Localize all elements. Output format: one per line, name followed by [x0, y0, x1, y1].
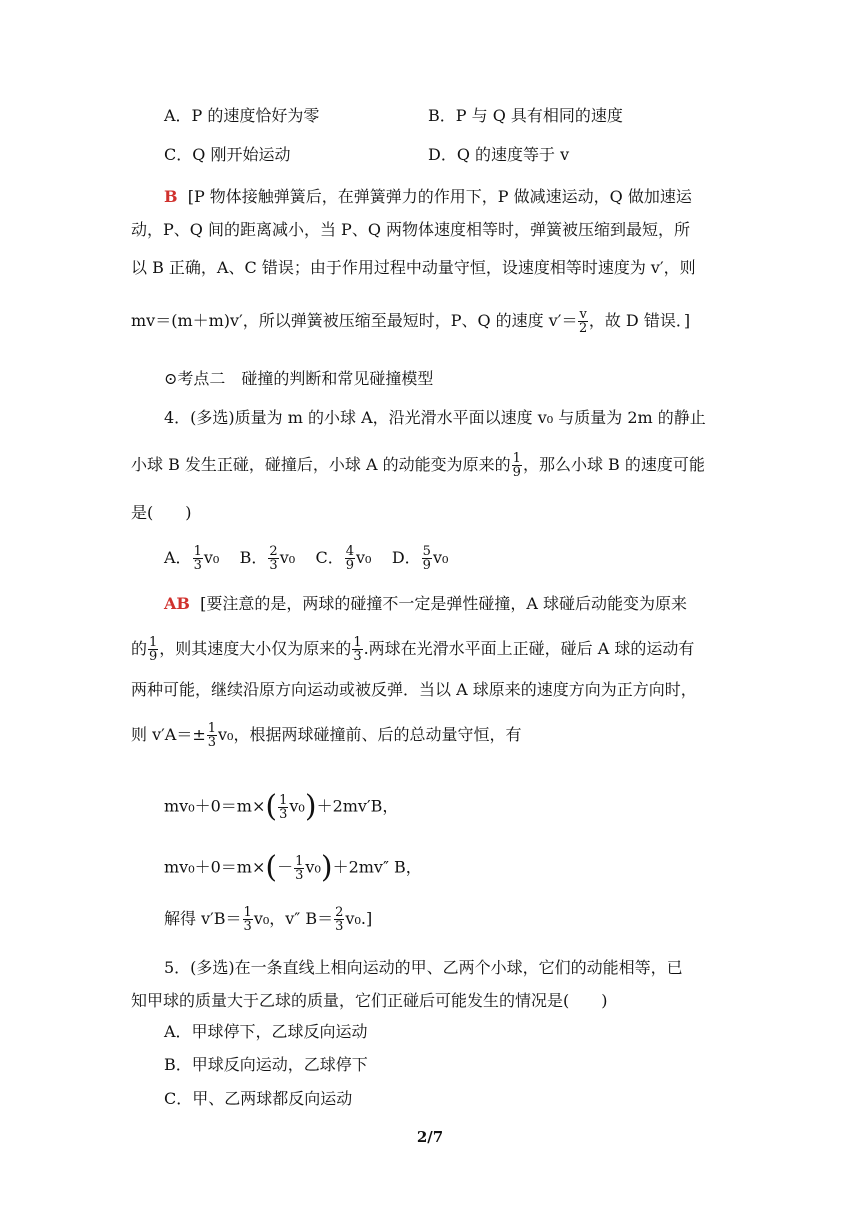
q3-explanation-line2: 动，P、Q 间的距离减小，当 P、Q 两物体速度相等时，弹簧被压缩到最短，所: [131, 220, 691, 239]
q4-options: [164, 545, 448, 572]
q4-explanation-line2: 的 $\frac{1}{9}$ ，则其速度大小仅为原来的 $\frac{1}{3}$ .两球在光滑水平面上正碰，碰后 A 球的运动有: [131, 635, 695, 664]
q4-option-c: C． $\frac{4}{9}$ v₀: [315, 544, 372, 573]
q3-explanation-line1: B [P 物体接触弹簧后，在弹簧弹力的作用下，P 做减速运动，Q 做加速运: [164, 187, 692, 206]
q4-solution: 解得 v′B＝ $\frac{1}{3}$ v₀，v″ B＝ $\frac{2}{3}$ v₀.]: [164, 905, 373, 934]
q5-option-c: C．甲、乙两球都反向运动: [164, 1089, 353, 1108]
q4-stem-line3: 是( ): [131, 503, 192, 522]
q3-option-d: D．Q 的速度等于 v: [428, 145, 570, 164]
q3-explanation-line3: 以 B 正确，A、C 错误；由于作用过程中动量守恒，设速度相等时速度为 v′，则: [131, 258, 696, 277]
q5-option-a: A．甲球停下，乙球反向运动: [164, 1022, 368, 1041]
q4-option-b: B． $\frac{2}{3}$ v₀: [239, 544, 296, 573]
q4-explanation-line1: AB [要注意的是，两球的碰撞不一定是弹性碰撞，A 球碰后动能变为原来: [164, 594, 687, 613]
q4-explanation-line4: 则 v′A＝± $\frac{1}{3}$ v₀，根据两球碰撞前、后的总动量守恒，有: [131, 721, 522, 750]
q5-stem-line1: 5．(多选)在一条直线上相向运动的甲、乙两个小球，它们的动能相等，已: [164, 958, 683, 977]
q3-option-a: A．P 的速度恰好为零: [164, 106, 320, 125]
fraction: $\frac{v}{2}$: [578, 307, 588, 336]
q4-option-d: D． $\frac{5}{9}$ v₀: [391, 544, 449, 573]
q5-stem-line2: 知甲球的质量大于乙球的质量，它们正碰后可能发生的情况是( ): [131, 991, 608, 1010]
q3-option-c: C．Q 刚开始运动: [164, 145, 291, 164]
q4-equation-1: mv₀＋0＝m×( $\frac{1}{3}$ v₀)＋2mv′B，: [164, 789, 399, 824]
q4-stem-line1: 4．(多选)质量为 m 的小球 A，沿光滑水平面以速度 v₀ 与质量为 2m 的静止: [164, 408, 706, 427]
q4-answer-letters: AB: [164, 594, 190, 613]
q5-option-b: B．甲球反向运动，乙球停下: [164, 1055, 368, 1074]
q4-option-a: A． $\frac{1}{3}$ v₀: [164, 544, 220, 573]
q4-explanation-line3: 两种可能，继续沿原方向运动或被反弹．当以 A 球原来的速度方向为正方向时，: [131, 680, 697, 699]
q3-explanation-line4: mv＝(m＋m)v′，所以弹簧被压缩至最短时，P、Q 的速度 v′＝ $\frac{v}{2}$ ，故 D 错误．]: [131, 307, 691, 336]
page-number: 2/7: [416, 1128, 444, 1146]
q4-stem-line2: 小球 B 发生正碰，碰撞后，小球 A 的动能变为原来的 $\frac{1}{9}$ ，那么小球 B 的速度可能: [131, 451, 705, 480]
q3-answer-letter: B: [164, 187, 178, 206]
q3-option-b: B．P 与 Q 具有相同的速度: [428, 106, 623, 125]
fraction: $\frac{1}{9}$: [512, 451, 521, 480]
q4-equation-2: mv₀＋0＝m×(－ $\frac{1}{3}$ v₀)＋2mv″ B，: [164, 850, 422, 885]
section-title: ⊙考点二 碰撞的判断和常见碰撞模型: [164, 369, 434, 388]
